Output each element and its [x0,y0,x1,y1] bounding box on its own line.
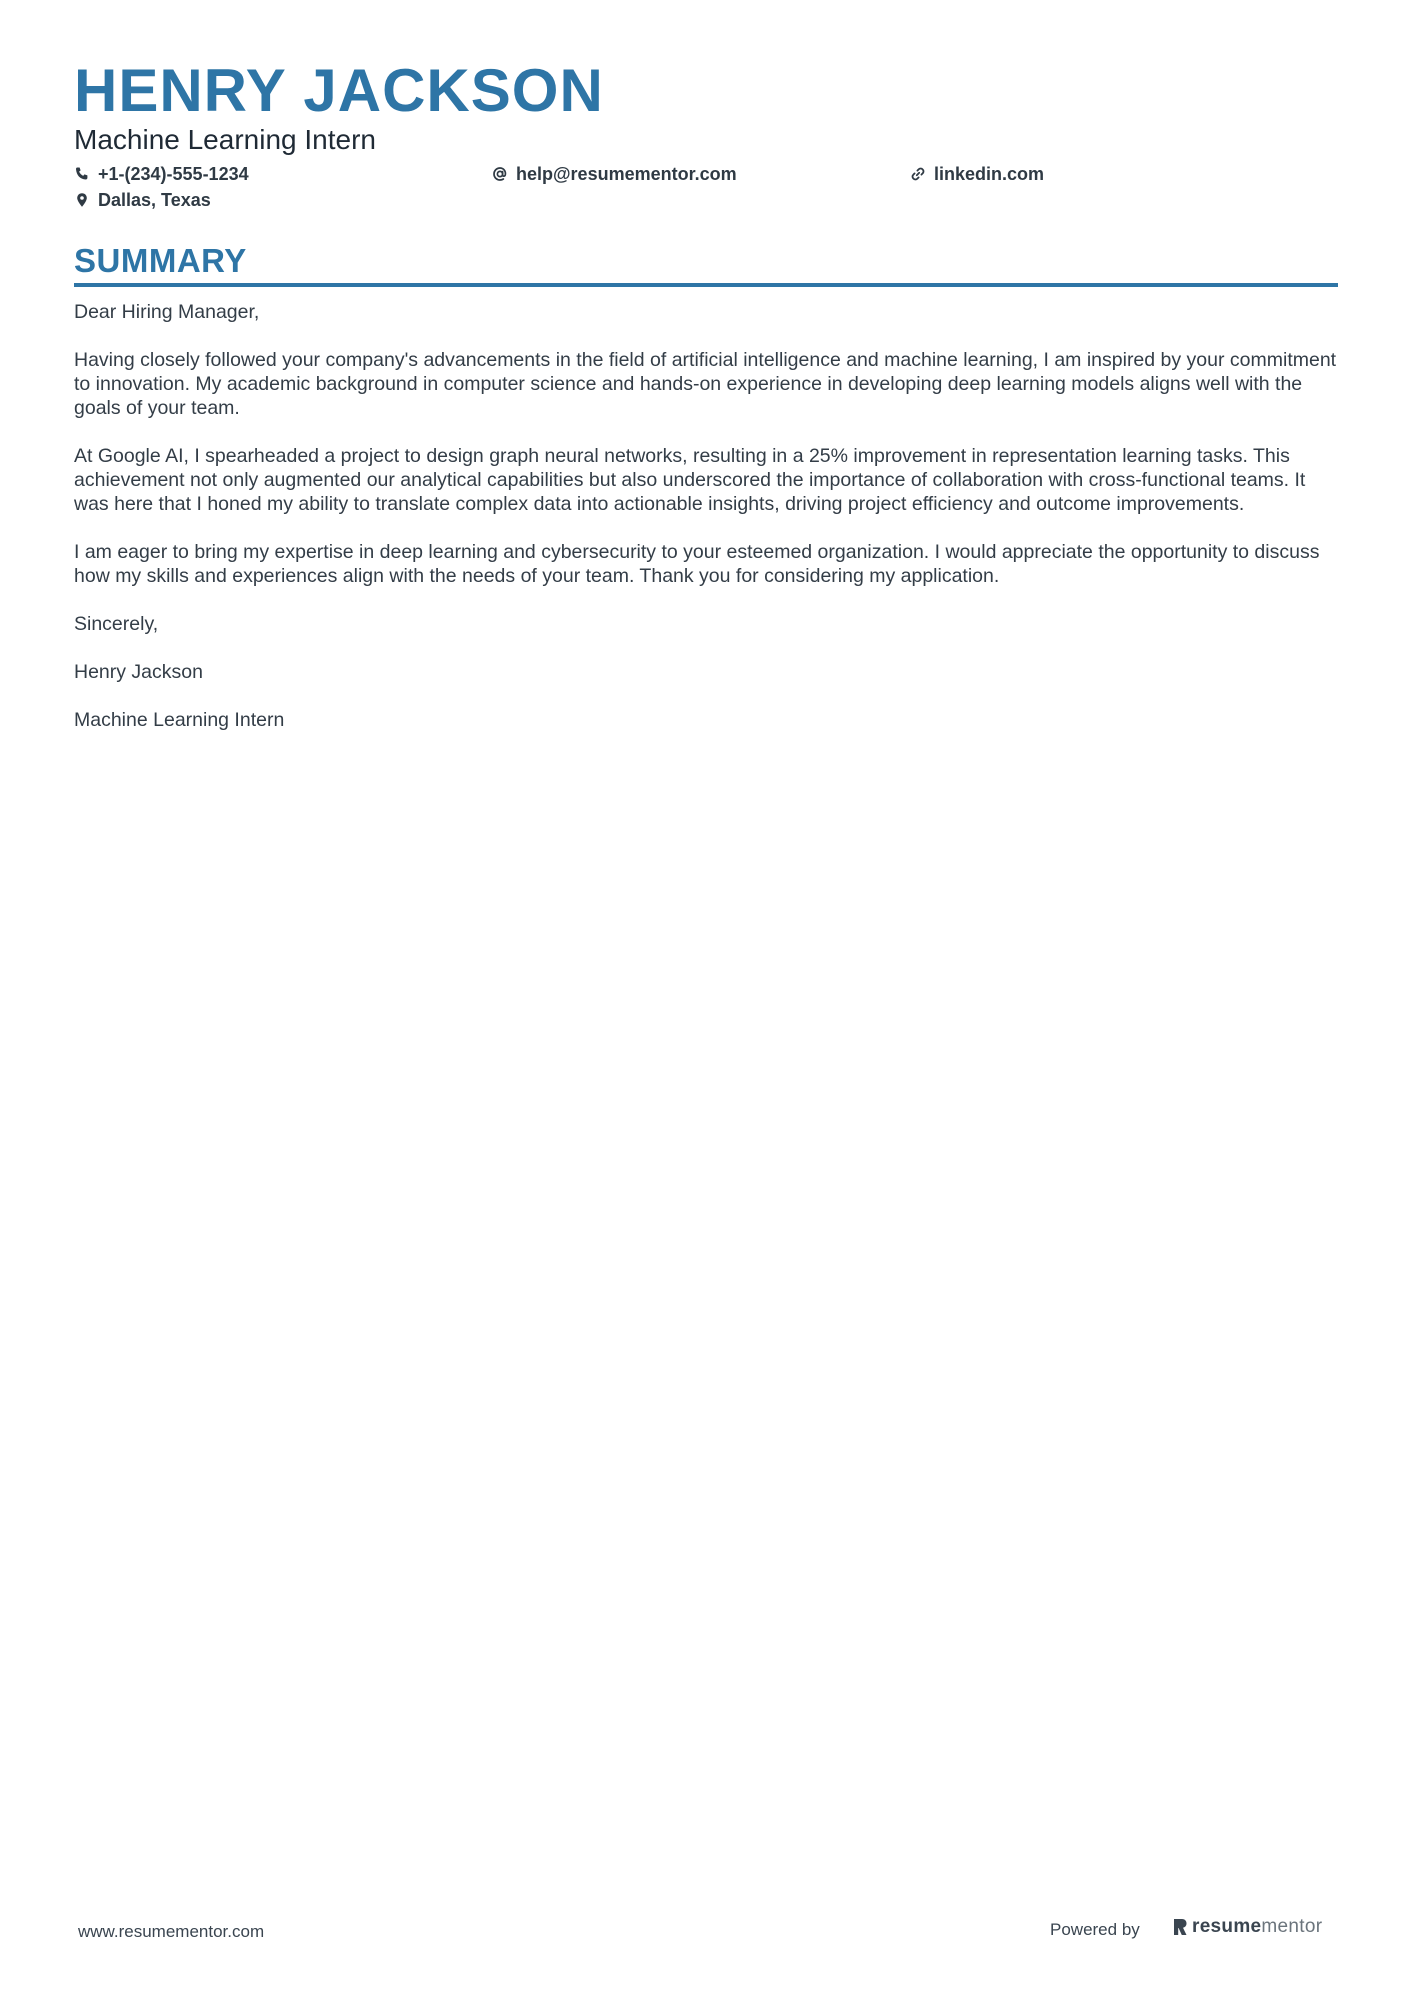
link-icon [910,166,926,182]
contact-linkedin[interactable] [910,162,1044,186]
contact-email[interactable] [492,162,737,186]
contact-phone[interactable] [74,162,249,186]
letter-signature-title: Machine Learning Intern [74,709,285,731]
location-text: Dallas, Texas [98,189,211,210]
at-icon [492,166,508,182]
contact-location [74,188,211,212]
footer-website-link[interactable]: www.resumementor.com [78,1922,265,1941]
linkedin-text: linkedin.com [934,163,1045,184]
phone-icon [74,166,90,182]
letter-paragraph: I am eager to bring my expertise in deep learning and cybersecurity to your esteemed organization. I would appreciate the opportunity to discuss how my skills and experiences align with the needs of your team. Thank you for considering my application. [74,541,1320,587]
letter-signature-name: Henry Jackson [74,661,203,683]
email-text: help@resumementor.com [516,163,737,184]
candidate-name: HENRY JACKSON [74,57,604,124]
letter-salutation: Dear Hiring Manager, [74,301,260,323]
section-divider [74,283,1338,287]
brand-wordmark: resumementor [1192,1916,1323,1937]
footer-powered-by: Powered by [1050,1920,1140,1939]
resumementor-logo-icon [1172,1917,1188,1937]
letter-paragraph: Having closely followed your company's advancements in the field of artificial intelligence and machine learning, I am inspired by your commitment to innovation. My academic background in computer science and hands-on experience in developing deep learning models aligns well with the goals of your team. [74,349,1337,419]
letter-paragraph: At Google AI, I spearheaded a project to design graph neural networks, resulting in a 25% improvement in representation learning tasks. This achievement not only augmented our analytical capabilities but also underscored the importance of collaboration with cross-functional teams. It was here that I honed my ability to translate complex data into actionable insights, driving project efficiency and outcome improvements. [74,445,1306,515]
location-pin-icon [74,192,90,208]
footer-brand-logo[interactable] [1172,1916,1322,1938]
letter-closing: Sincerely, [74,613,159,635]
phone-text: +1-(234)-555-1234 [98,163,249,184]
section-title-summary: SUMMARY [74,242,247,279]
cover-letter-body [74,300,1338,756]
candidate-headline: Machine Learning Intern [74,124,376,155]
